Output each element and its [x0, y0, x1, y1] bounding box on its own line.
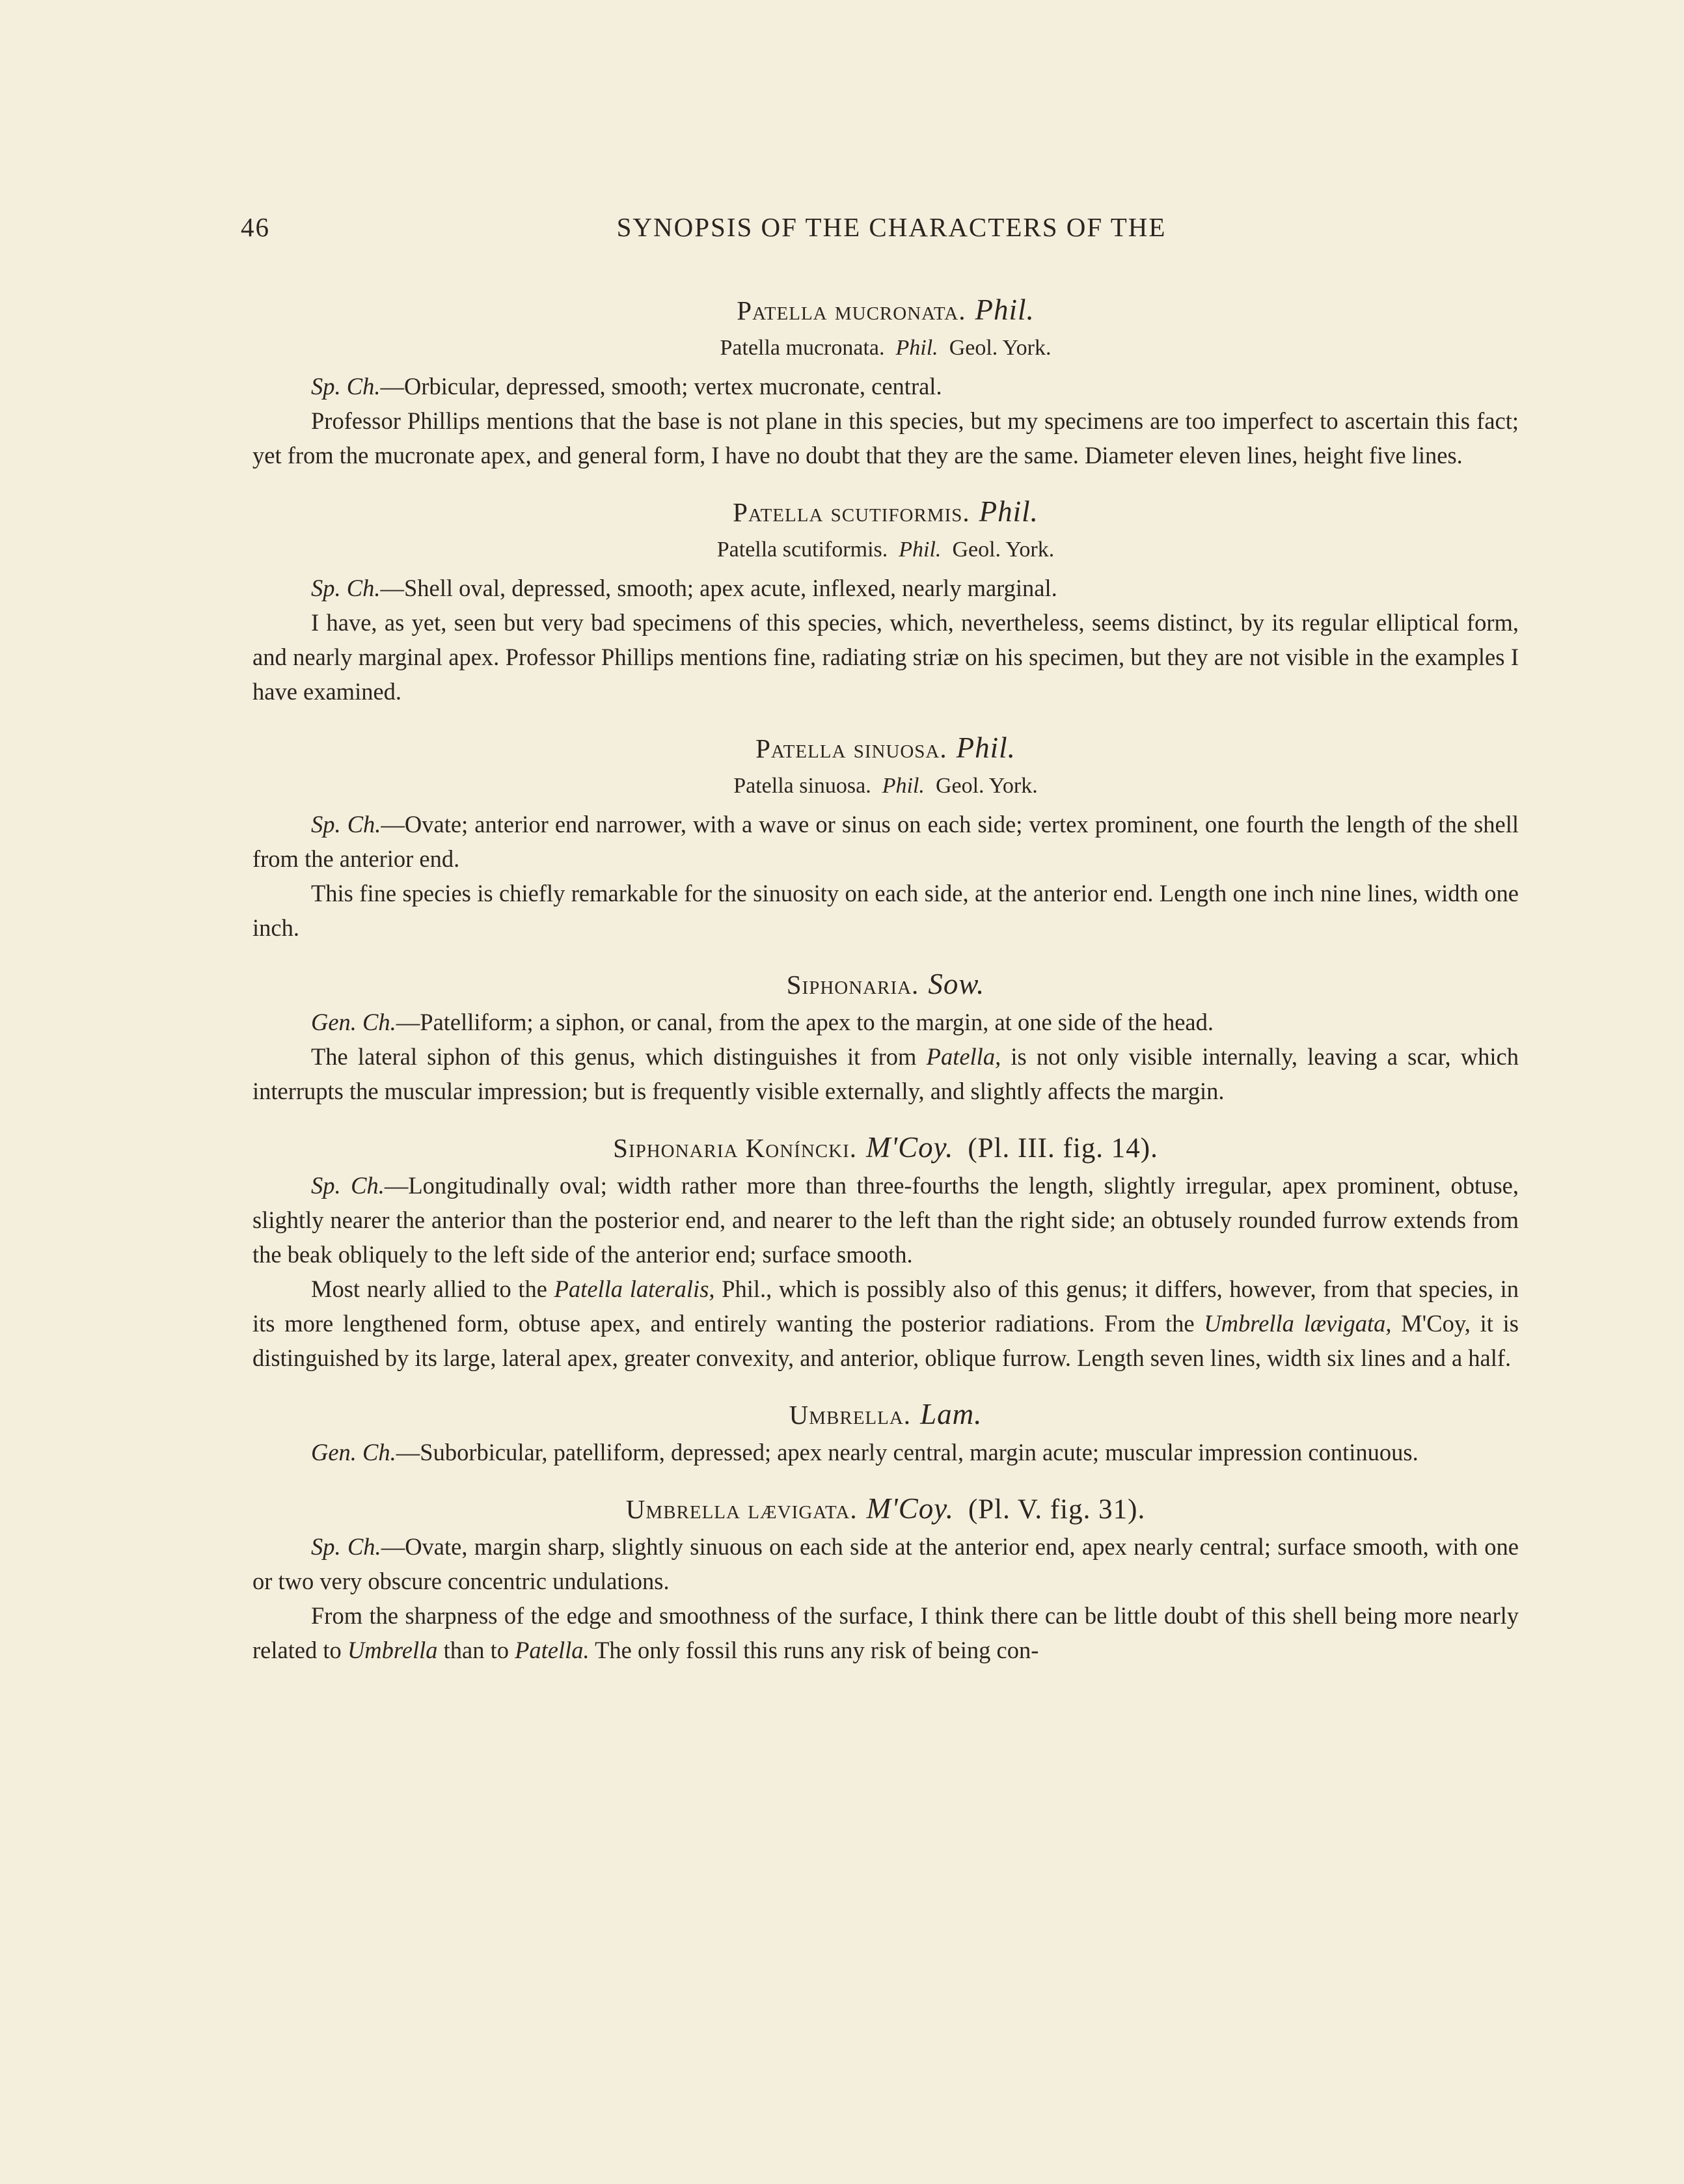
species-heading: Patella mucronata. Phil.	[737, 293, 1035, 326]
species-characters: Sp. Ch.—Ovate, margin sharp, slightly sinuous on each side at the anterior end, apex nearly central; surface smooth, with one or two very obscure concentric undulations.	[252, 1533, 1519, 1594]
page-number: 46	[241, 212, 270, 242]
genus-heading: Siphonaria. Sow.	[786, 968, 985, 1000]
species-characters: Sp. Ch.—Shell oval, depressed, smooth; apex acute, inflexed, nearly marginal.	[311, 575, 1057, 601]
species-heading: Siphonaria Koníncki. M'Coy. (Pl. III. fig. 14).	[613, 1131, 1158, 1164]
paragraph: Professor Phillips mentions that the base is not plane in this species, but my specimens are too imperfect to ascertain this fact; yet from the mucronate apex, and general form, I have no doubt that they are the same. Diameter eleven lines, height five lines.	[252, 407, 1519, 469]
paragraph: I have, as yet, seen but very bad specimens of this species, which, nevertheless, seems distinct, by its regular elliptical form, and nearly marginal apex. Professor Phillips mentions fine, radiating striæ on his specimen, but they are not visible in the examples I have examined.	[252, 609, 1519, 705]
paragraph: This fine species is chiefly remarkable for the sinuosity on each side, at the anterior end. Length one inch nine lines, width one inch.	[252, 880, 1519, 941]
species-heading: Umbrella lævigata. M'Coy. (Pl. V. fig. 31).	[625, 1492, 1146, 1525]
species-characters: Sp. Ch.—Longitudinally oval; width rather more than three-fourths the length, slightly irregular, apex prominent, obtuse, slightly nearer the anterior than the posterior end, and nearer to the left than the right side; an obtusely rounded furrow extends from the beak obliquely to the left side of the anterior end; surface smooth.	[252, 1172, 1519, 1268]
genus-heading: Umbrella. Lam.	[789, 1398, 983, 1430]
species-heading: Patella scutiformis. Phil.	[733, 495, 1039, 528]
running-head	[241, 212, 1516, 251]
genus-characters: Gen. Ch.—Suborbicular, patelliform, depressed; apex nearly central, margin acute; muscular impression continuous.	[311, 1439, 1419, 1466]
genus-characters: Gen. Ch.—Patelliform; a siphon, or canal, from the apex to the margin, at one side of the head.	[311, 1009, 1214, 1035]
body-text	[252, 293, 1519, 1667]
species-characters: Sp. Ch.—Orbicular, depressed, smooth; vertex mucronate, central.	[311, 373, 942, 400]
synonym-line: Patella scutiformis. Phil. Geol. York.	[716, 538, 1055, 562]
paragraph: Most nearly allied to the Patella lateralis, Phil., which is possibly also of this genus; it differs, however, from that species, in its more lengthened form, obtuse apex, and entirely wanting the posterior radiations. From the Umbrella lævigata, M'Coy, it is distinguished by its large, lateral apex, greater convexity, and anterior, oblique furrow. Length seven lines, width six lines and a half.	[252, 1276, 1519, 1371]
synonym-line: Patella sinuosa. Phil. Geol. York.	[733, 774, 1038, 798]
synonym-line: Patella mucronata. Phil. Geol. York.	[720, 336, 1052, 360]
species-characters: Sp. Ch.—Ovate; anterior end narrower, with a wave or sinus on each side; vertex prominent, one fourth the length of the shell from the anterior end.	[252, 811, 1519, 872]
running-title: SYNOPSIS OF THE CHARACTERS OF THE	[616, 212, 1167, 242]
paragraph: From the sharpness of the edge and smoothness of the surface, I think there can be little doubt of this shell being more nearly related to Umbrella than to Patella. The only fossil this runs any risk of being con-	[252, 1602, 1519, 1663]
paragraph: The lateral siphon of this genus, which distinguishes it from Patella, is not only visible internally, leaving a scar, which interrupts the muscular impression; but is frequently visible externally, and slightly affects the margin.	[252, 1043, 1519, 1104]
species-heading: Patella sinuosa. Phil.	[755, 731, 1016, 764]
